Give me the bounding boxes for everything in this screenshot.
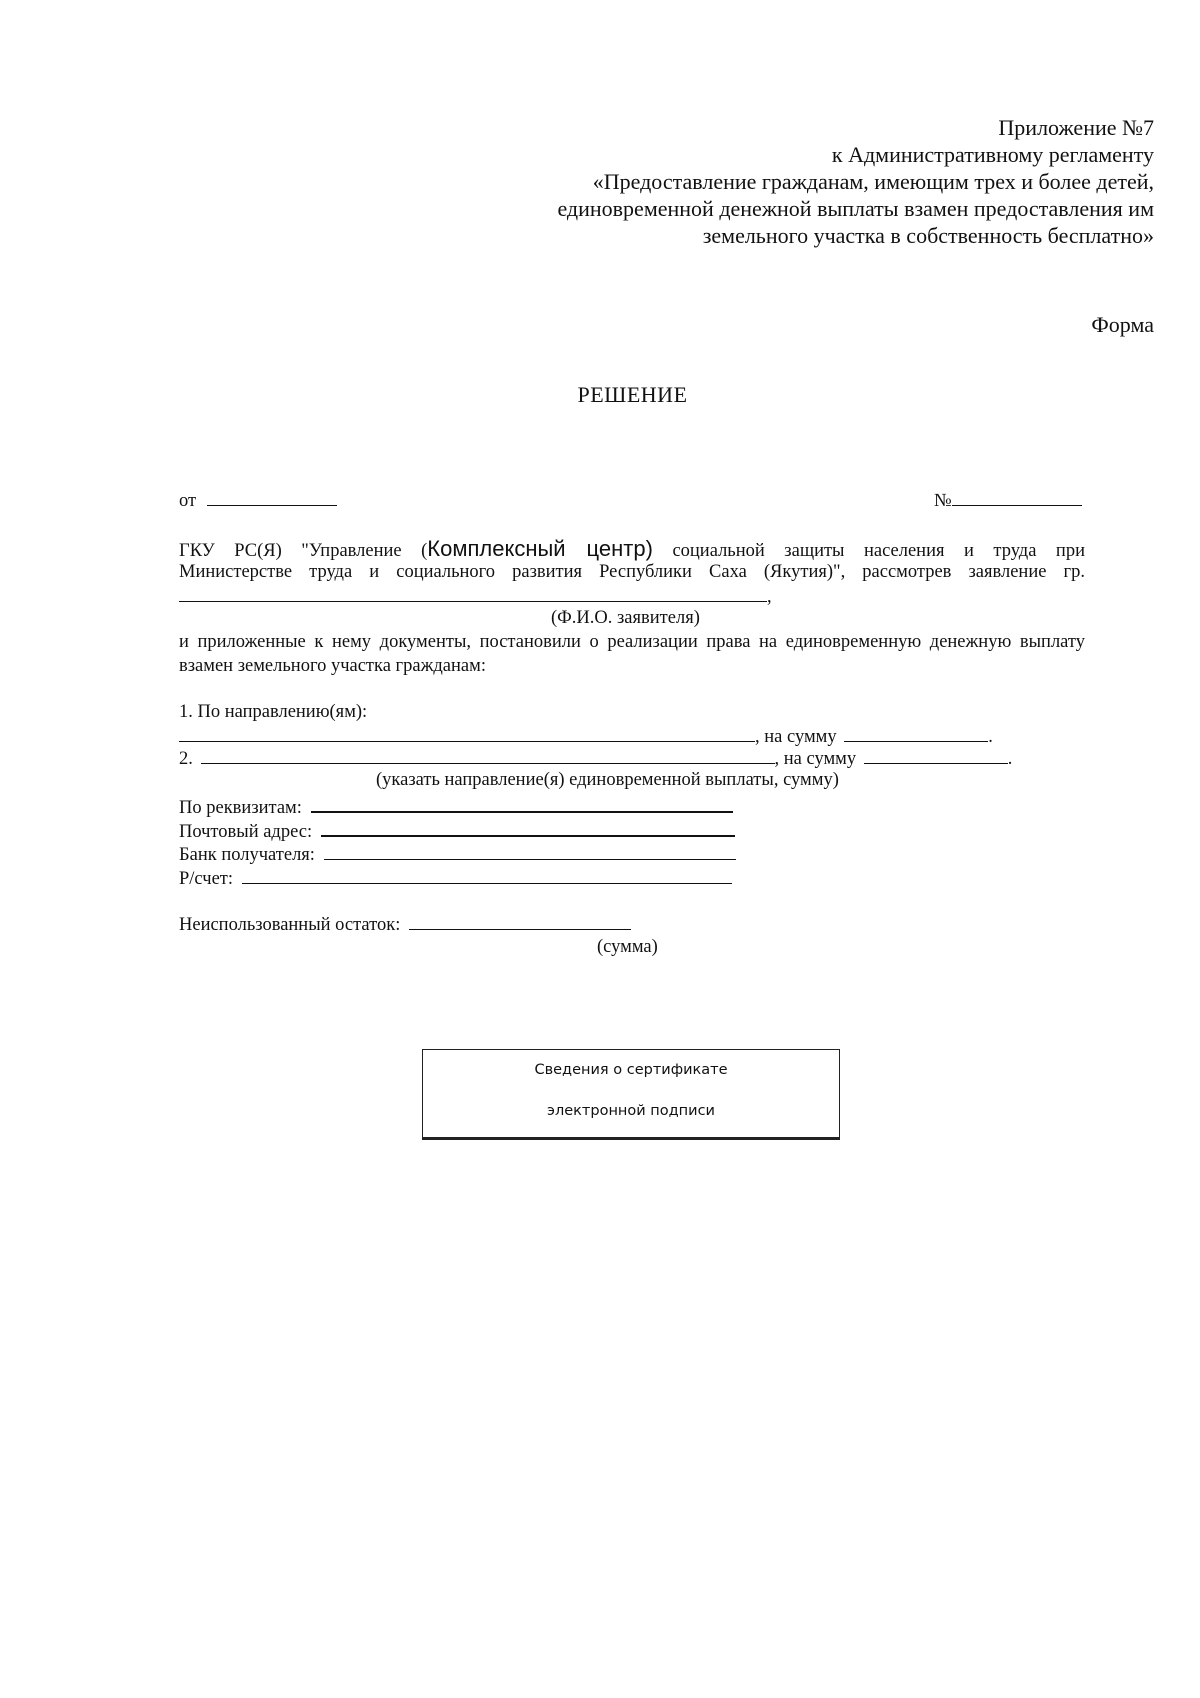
remainder-row: [179, 912, 631, 936]
requisites-field[interactable]: [311, 794, 733, 813]
postal-address-field[interactable]: [321, 818, 735, 837]
postal-label: Почтовый адрес:: [179, 822, 313, 842]
applicant-row: [179, 584, 772, 608]
direction-field-2[interactable]: [201, 746, 775, 764]
remainder-label: Неиспользованный остаток:: [179, 915, 401, 935]
applicant-name-field[interactable]: [179, 584, 767, 602]
appendix-line: Приложение №7: [998, 115, 1154, 140]
requisites-label: По реквизитам:: [179, 798, 302, 818]
appendix-line: к Административному регламенту: [831, 142, 1154, 167]
remainder-field[interactable]: [409, 912, 631, 930]
directions-caption: (указать направление(я) единовременной выплаты, сумму): [376, 770, 839, 790]
appendix-line: земельного участка в собственность бесплатно»: [702, 223, 1154, 248]
account-row: [179, 866, 732, 890]
appendix-line: «Предоставление гражданам, имеющим трех и более детей,: [592, 169, 1154, 194]
certificate-line-1: Сведения о сертификате: [534, 1062, 728, 1078]
postal-row: [179, 818, 735, 843]
intro-text: ГКУ РС(Я) "Управление (: [179, 541, 428, 561]
document-title: РЕШЕНИЕ: [577, 382, 688, 407]
item-number: 2.: [179, 749, 193, 769]
sum-label: , на сумму: [755, 727, 837, 747]
requisites-row: [179, 794, 733, 819]
date-label: от: [179, 491, 197, 511]
bank-row: [179, 842, 736, 866]
applicant-caption: (Ф.И.О. заявителя): [551, 608, 700, 628]
account-field[interactable]: [242, 866, 732, 884]
appendix-line: единовременной денежной выплаты взамен предоставления им: [557, 196, 1154, 221]
number-field[interactable]: [952, 488, 1082, 506]
certificate-line-2: электронной подписи: [547, 1103, 715, 1119]
intro-text: социальной защиты населения и труда при: [652, 541, 1085, 561]
sum-label: , на сумму: [774, 749, 857, 769]
number-label: №: [934, 491, 952, 511]
intro-line-2: Министерстве труда и социального развития Республики Саха (Якутия)", рассмотрев заявление гр.: [179, 562, 1085, 582]
signature-certificate-box: [422, 1049, 840, 1138]
bank-field[interactable]: [324, 842, 736, 860]
period: .: [1007, 749, 1013, 769]
date-row: [179, 488, 337, 512]
directions-heading: 1. По направлению(ям):: [179, 702, 368, 722]
appendix-header: [557, 114, 1154, 249]
direction-row-2: [179, 746, 1012, 770]
number-row: [934, 488, 1082, 512]
account-label: Р/счет:: [179, 869, 234, 889]
intro-continuation: и приложенные к нему документы, постановили о реализации права на единовременную денежную выплату взамен земельного участка гражданам:: [179, 632, 1085, 676]
comma: ,: [767, 587, 772, 607]
highlighted-text: Комплексный центр): [427, 536, 653, 561]
date-field[interactable]: [207, 488, 337, 506]
direction-field-1[interactable]: [179, 724, 755, 742]
period: .: [988, 727, 993, 747]
sum-field-2[interactable]: [864, 746, 1008, 764]
bank-label: Банк получателя:: [179, 845, 315, 865]
form-label: Форма: [1091, 312, 1154, 337]
direction-row-1: [179, 724, 993, 748]
sum-field-1[interactable]: [844, 724, 988, 742]
remainder-caption: (сумма): [597, 937, 658, 957]
